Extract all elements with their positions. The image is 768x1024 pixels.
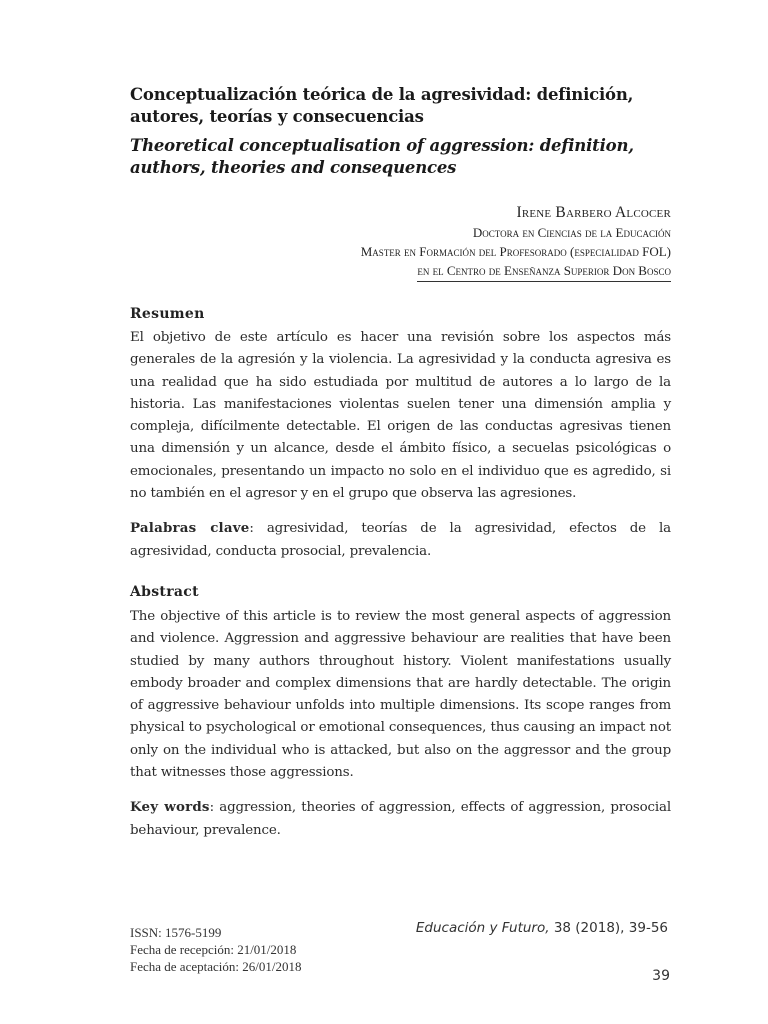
- abstract-heading: Abstract: [130, 583, 199, 600]
- author-master: Master en Formación del Profesorado (especialidad FOL): [360, 244, 671, 259]
- key-words: [130, 796, 671, 842]
- journal-volume: 38 (2018), 39-56: [549, 920, 668, 936]
- palabras-clave-text: : agresividad, teorías de la agresividad, efectos de la agresividad, conducta prosocial, prevalencia.: [130, 521, 671, 559]
- page-number: 39: [652, 968, 670, 984]
- key-words-label: Key words: [130, 799, 210, 816]
- palabras-clave-label: Palabras clave: [130, 520, 250, 537]
- accepted-date: Fecha de aceptación: 26/01/2018: [130, 959, 302, 974]
- author-block: [130, 203, 671, 282]
- article-first-page: [130, 84, 671, 842]
- author-degree: Doctora en Ciencias de la Educación: [472, 225, 671, 240]
- received-date: Fecha de recepción: 21/01/2018: [130, 942, 297, 957]
- footer-metadata: [130, 924, 301, 975]
- resumen-text: El objetivo de este artículo es hacer una revisión sobre los aspectos más generales de la agresión y la violencia. La agresividad y la conducta agresiva es una realidad que ha sido estudiada por multitud de autores a lo largo de la historia. Las manifestaciones violentas suelen tener una dimensión amplia y compleja, difícilmente detectable. El origen de las conductas agresivas tienen una dimensión y un alcance, desde el ámbito físico, a secuelas psicológicas o emocionales, presentando un impacto no solo en el individuo que es agredido, si no también en el agresor y en el grupo que observa las agresiones.: [130, 330, 671, 502]
- title-spanish: Conceptualización teórica de la agresividad: definición, autores, teorías y consecuencias: [130, 85, 634, 126]
- abstract-text: The objective of this article is to review the most general aspects of aggression and violence. Aggression and aggressive behaviour are realities that have been studied by many authors throughout history. Violent manifestations usually embody broader and complex dimensions that are hardly detectable. The origin of aggressive behaviour unfolds into multiple dimensions. Its scope ranges from physical to psychological or emotional consequences, thus causing an impact not only on the individual who is attacked, but also on the aggressor and the group that witnesses those aggressions.: [130, 608, 671, 781]
- key-words-text: : aggression, theories of aggression, effects of aggression, prosocial behaviour, prevalence.: [130, 800, 671, 838]
- palabras-clave: [130, 517, 671, 563]
- journal-citation: [416, 920, 668, 936]
- issn: ISSN: 1576-5199: [130, 925, 222, 940]
- resumen-heading: Resumen: [130, 306, 205, 322]
- title-english: Theoretical conceptualisation of aggression: definition, authors, theories and consequences: [130, 136, 634, 177]
- author-name: Irene Barbero Alcocer: [516, 204, 671, 221]
- author-institution: en el Centro de Enseñanza Superior Don Bosco: [417, 261, 671, 282]
- journal-name: Educación y Futuro,: [415, 920, 550, 936]
